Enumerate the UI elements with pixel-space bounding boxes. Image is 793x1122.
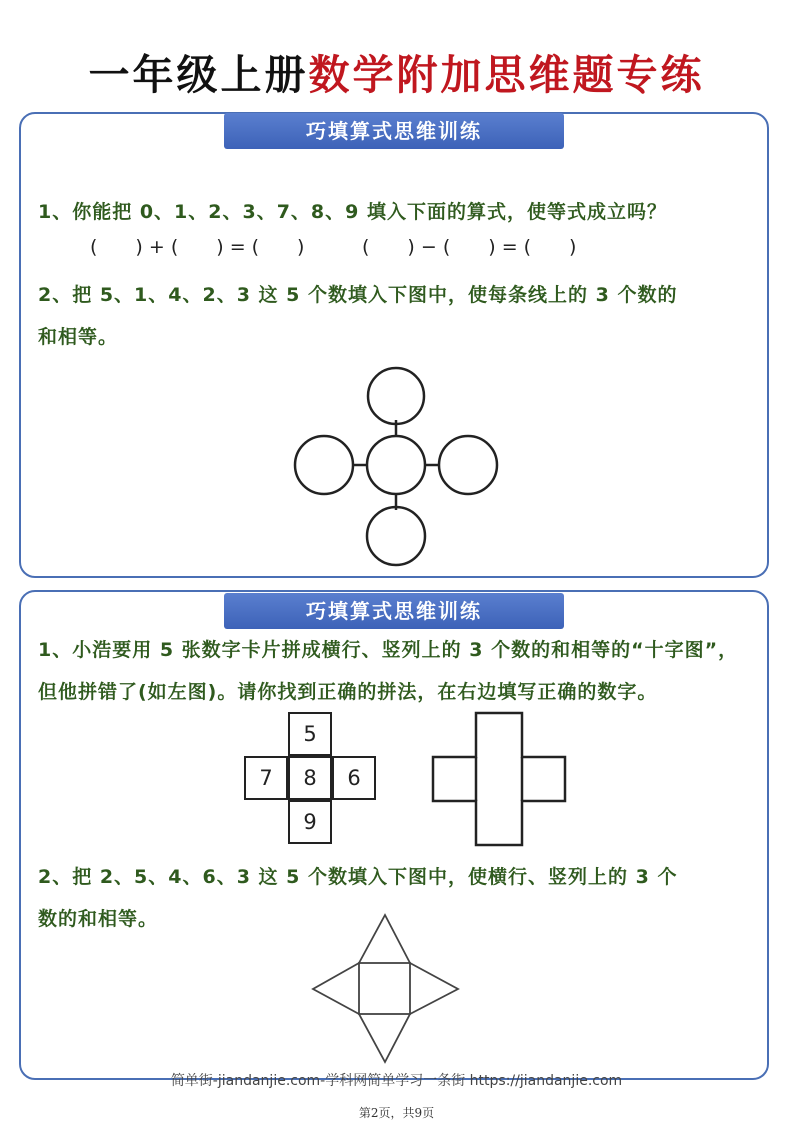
cross-cell-left: 7 xyxy=(244,756,288,800)
cross-cell-center: 8 xyxy=(288,756,332,800)
question-1-text: 1、你能把 0、1、2、3、7、8、9 填入下面的算式，使等式成立吗？ xyxy=(38,201,667,223)
circle-top xyxy=(368,368,424,424)
circle-cross-diagram xyxy=(285,362,507,570)
wrong-cross-figure xyxy=(244,712,376,844)
circle-bottom xyxy=(367,507,425,565)
question-4-line-1: 2、把 2、5、4、6、3 这 5 个数填入下图中，使横行、竖列上的 3 个 xyxy=(38,866,678,888)
empty-cross-figure xyxy=(430,711,568,847)
page-title xyxy=(0,42,793,101)
page-number: 第2页，共9页 xyxy=(358,1106,435,1120)
section-banner-2: 巧填算式思维训练 xyxy=(224,593,564,629)
circle-left xyxy=(295,436,353,494)
equation-addition: ( ) + ( ) = ( ) xyxy=(90,236,305,258)
section-banner-1: 巧填算式思维训练 xyxy=(224,113,564,149)
title-grade: 一年级上册 xyxy=(88,51,309,99)
cross-cell-right: 6 xyxy=(332,756,376,800)
question-3-line-1: 1、小浩要用 5 张数字卡片拼成横行、竖列上的 3 个数的和相等的“十字图”， xyxy=(38,639,739,661)
question-4-line-2: 数的和相等。 xyxy=(38,908,159,930)
circle-center xyxy=(367,436,425,494)
question-2-line-2: 和相等。 xyxy=(38,326,119,348)
footer-website: 简单街-jiandanjie.com-学科网简单学习一条街 https://jiandanjie.com xyxy=(170,1073,623,1089)
equation-subtraction: ( ) − ( ) = ( ) xyxy=(362,236,577,258)
title-subject: 数学附加思维题专练 xyxy=(308,51,705,99)
cross-cell-top: 5 xyxy=(288,712,332,756)
question-3-line-2: 但他拼错了(如左图)。请你找到正确的拼法，在右边填写正确的数字。 xyxy=(38,681,658,703)
star-square-diagram xyxy=(310,912,462,1066)
question-2-line-1: 2、把 5、1、4、2、3 这 5 个数填入下图中，使每条线上的 3 个数的 xyxy=(38,284,678,306)
cross-cell-bottom: 9 xyxy=(288,800,332,844)
circle-right xyxy=(439,436,497,494)
